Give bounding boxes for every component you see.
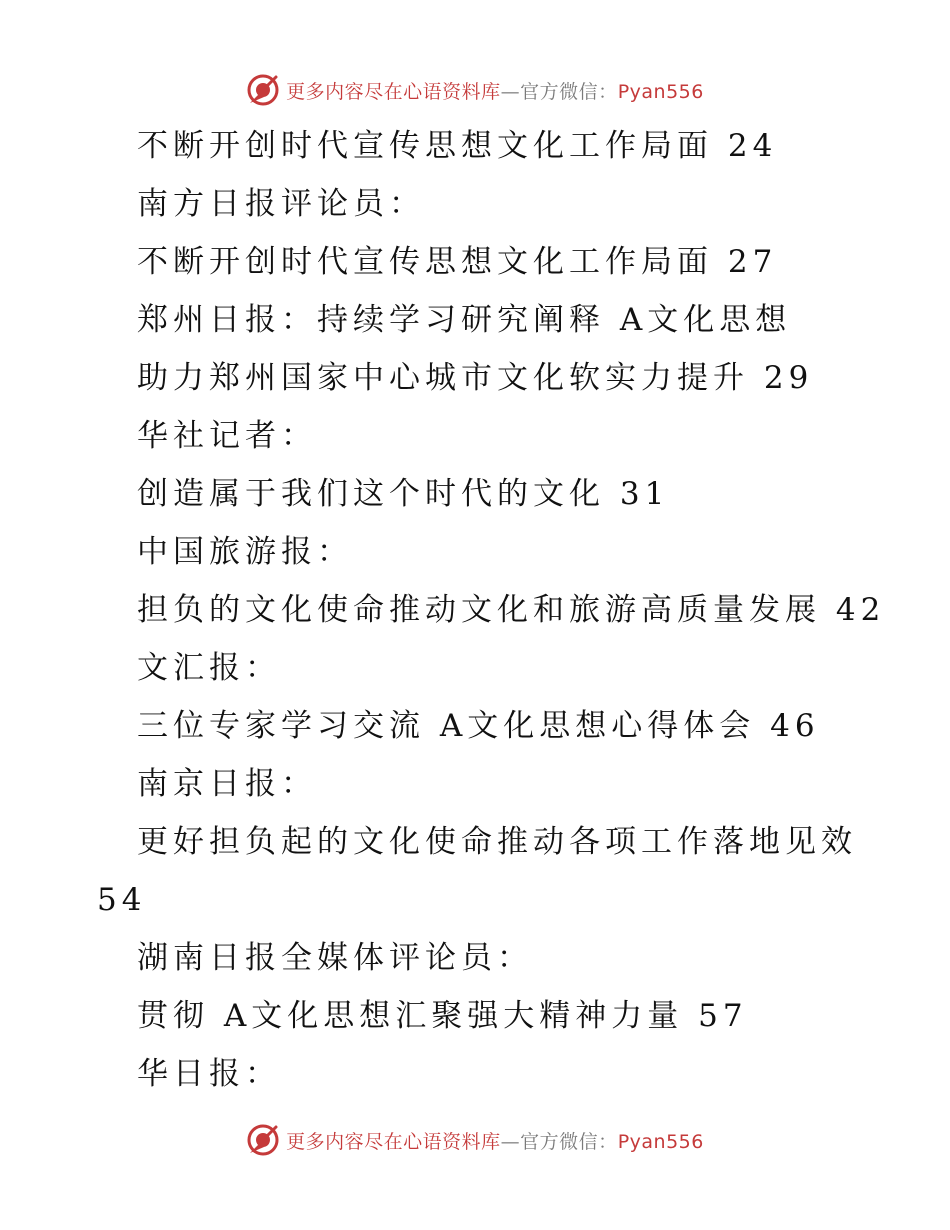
toc-line: 文汇报： xyxy=(137,650,281,686)
banner-text: 更多内容尽在心语资料库—官方微信：Pyan556 xyxy=(286,1130,704,1153)
pen-circle-icon xyxy=(246,1123,280,1157)
toc-line: 郑州日报：持续学习研究阐释 A文化思想 xyxy=(137,302,792,338)
toc-page-number: 54 xyxy=(97,882,147,918)
header-banner xyxy=(0,70,950,110)
banner-text: 更多内容尽在心语资料库—官方微信：Pyan556 xyxy=(286,80,704,103)
toc-line: 贯彻 A文化思想汇聚强大精神力量 57 xyxy=(137,998,748,1034)
toc-line: 华日报： xyxy=(137,1056,281,1092)
pen-circle-icon xyxy=(246,73,280,107)
toc-line: 湖南日报全媒体评论员： xyxy=(137,940,533,976)
toc-line: 创造属于我们这个时代的文化 31 xyxy=(137,476,670,512)
toc-line: 不断开创时代宣传思想文化工作局面 27 xyxy=(137,244,778,280)
toc-line: 助力郑州国家中心城市文化软实力提升 29 xyxy=(137,360,814,396)
toc-line: 不断开创时代宣传思想文化工作局面 24 xyxy=(137,128,778,164)
toc-line: 南方日报评论员： xyxy=(137,186,425,222)
toc-line: 更好担负起的文化使命推动各项工作落地见效 xyxy=(137,824,857,860)
table-of-contents xyxy=(0,117,950,1103)
toc-line: 中国旅游报： xyxy=(137,534,353,570)
footer-banner xyxy=(0,1120,950,1160)
toc-line: 华社记者： xyxy=(137,418,317,454)
toc-line: 三位专家学习交流 A文化思想心得体会 46 xyxy=(137,708,820,744)
toc-line: 南京日报： xyxy=(137,766,317,802)
toc-line: 担负的文化使命推动文化和旅游高质量发展 42 xyxy=(137,592,886,628)
